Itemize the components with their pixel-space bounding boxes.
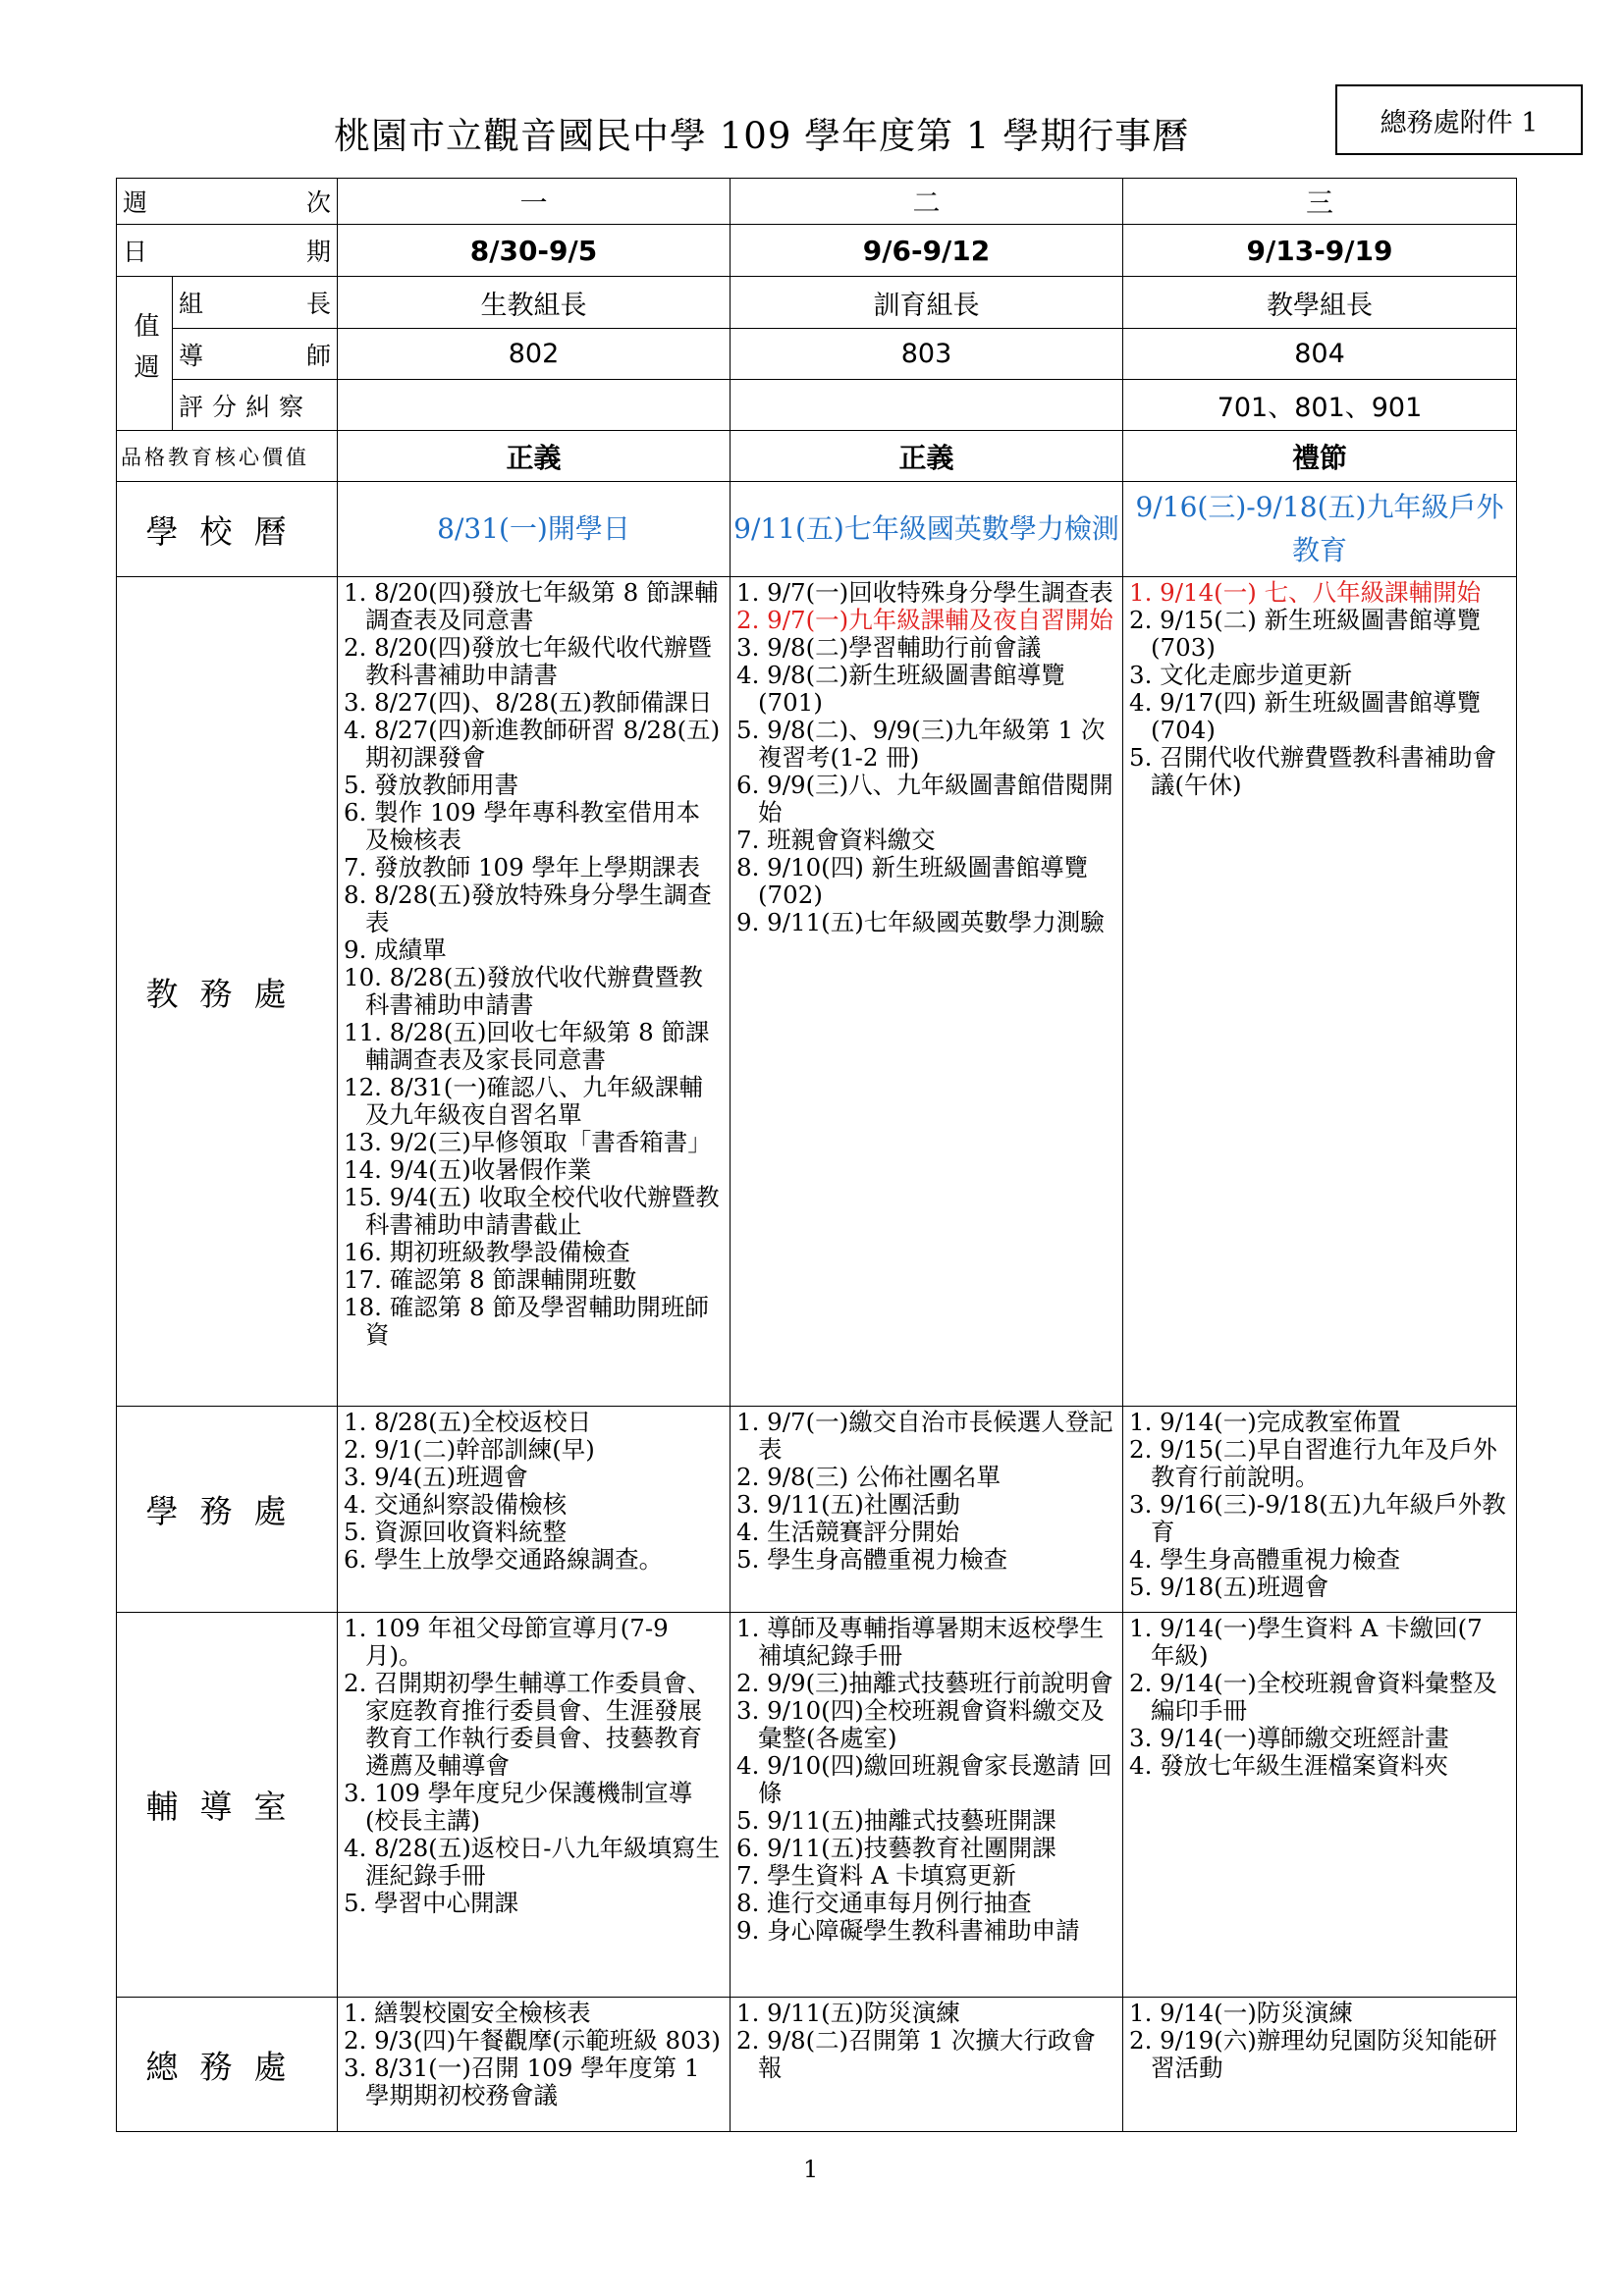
list-item: 1. 9/14(一) 七、八年級課輔開始: [1129, 578, 1482, 607]
list-item: 1. 9/7(一)繳交自治市長候選人登記表: [736, 1408, 1113, 1464]
inspect-label: 評分糾察: [173, 380, 338, 431]
list-item: 16. 期初班級教學設備檢查: [344, 1238, 630, 1266]
attachment-box: 總務處附件 1: [1335, 84, 1583, 155]
list-item: 2. 9/19(六)辦理幼兒園防災知能研習活動: [1129, 2026, 1497, 2082]
list-item: 10. 8/28(五)發放代收代辦費暨教科書補助申請書: [344, 963, 703, 1019]
dept-cell: [338, 1407, 731, 1613]
list-item: 2. 9/8(三) 公佈社團名單: [736, 1463, 1001, 1491]
leader-1: 生教組長: [338, 277, 731, 329]
dept-label-student: 學務處: [117, 1407, 338, 1613]
highlight-text: 七、八年級課輔開始: [1264, 578, 1482, 607]
inspect-2: [731, 380, 1123, 431]
list-item: 2. 9/3(四)午餐觀摩(示範班級 803): [344, 2026, 721, 2055]
list-item: 2. 9/8(二)召開第 1 次擴大行政會報: [736, 2026, 1096, 2082]
value-row: [117, 431, 1517, 482]
leader-row: [117, 277, 1517, 329]
teacher-label: 導 師: [173, 329, 338, 380]
list-item: 7. 班親會資料繳交: [736, 826, 936, 854]
list-item: 2. 9/9(三)抽離式技藝班行前說明會: [736, 1669, 1113, 1697]
list-item: 9. 身心障礙學生教科書補助申請: [736, 1916, 1080, 1945]
list-item: 2. 9/14(一)全校班親會資料彙整及編印手冊: [1129, 1669, 1497, 1725]
list-item: 4. 9/17(四) 新生班級圖書館導覽(704): [1129, 688, 1482, 744]
list-item: 1. 9/14(一)學生資料 A 卡繳回(7 年級): [1129, 1614, 1483, 1670]
list-item: 1. 9/11(五)防災演練: [736, 1999, 960, 2027]
list-item: 7. 發放教師 109 學年上學期課表: [344, 853, 701, 881]
teacher-row: [117, 329, 1517, 380]
list-item: 2. 8/20(四)發放七年級代收代辦暨教科書補助申請書: [344, 633, 712, 689]
list-item: 1. 8/28(五)全校返校日: [344, 1408, 592, 1436]
week-2: 二: [731, 179, 1123, 225]
dept-cell: [1123, 577, 1517, 1407]
list-item: 1. 導師及專輔指導暑期末返校學生補填紀錄手冊: [736, 1614, 1105, 1670]
leader-label: 組 長: [173, 277, 338, 329]
list-item: 3. 9/14(一)導師繳交班經計畫: [1129, 1724, 1449, 1752]
date-3: 9/13-9/19: [1123, 225, 1517, 277]
list-item: 1. 9/14(一)防災演練: [1129, 1999, 1353, 2027]
list-item: 3. 8/27(四)、8/28(五)教師備課日: [344, 688, 713, 717]
list-item: 1. 8/20(四)發放七年級第 8 節課輔調查表及同意書: [344, 578, 719, 634]
list-item: 5. 召開代收代辦費暨教科書補助會議(午休): [1129, 743, 1497, 799]
dept-row-general: [117, 1998, 1517, 2132]
list-item: 5. 9/11(五)抽離式技藝班開課: [736, 1806, 1056, 1835]
list-item: 2. 9/15(二)早自習進行九年及戶外教育行前說明。: [1129, 1435, 1497, 1491]
list-item: 3. 文化走廊步道更新: [1129, 661, 1353, 689]
list-item: 1. 9/7(一)回收特殊身分學生調查表: [736, 578, 1113, 607]
duty-label: [117, 277, 173, 431]
inspect-1: [338, 380, 731, 431]
dept-row-counseling: [117, 1613, 1517, 1998]
dept-cell: [731, 577, 1123, 1407]
list-item: 3. 109 學年度兒少保護機制宣導(校長主講): [344, 1779, 693, 1835]
list-item: 4. 生活競賽評分開始: [736, 1518, 960, 1546]
list-item: 4. 9/8(二)新生班級圖書館導覽(701): [736, 661, 1065, 717]
list-item: 9. 9/11(五)七年級國英數學力測驗: [736, 908, 1105, 936]
calendar-table: [116, 178, 1517, 2132]
calendar-label: 學校曆: [117, 482, 338, 577]
list-item: 6. 9/11(五)技藝教育社團開課: [736, 1834, 1056, 1862]
list-item: 4. 9/10(四)繳回班親會家長邀請 回條: [736, 1751, 1112, 1807]
value-2: 正義: [731, 431, 1123, 482]
date-1: 8/30-9/5: [338, 225, 731, 277]
dept-label-academic: 教務處: [117, 577, 338, 1407]
list-item: 11. 8/28(五)回收七年級第 8 節課輔調查表及家長同意書: [344, 1018, 710, 1074]
list-item: 2. 9/7(一)九年級課輔及夜自習開始: [736, 606, 1113, 634]
list-item: 4. 發放七年級生涯檔案資料夾: [1129, 1751, 1449, 1780]
dept-label-counseling: 輔導室: [117, 1613, 338, 1998]
list-item: 18. 確認第 8 節及學習輔助開班師資: [344, 1293, 709, 1349]
teacher-2: 803: [731, 329, 1123, 380]
page-number: 1: [803, 2156, 819, 2183]
week-1: 一: [338, 179, 731, 225]
list-item: 4. 交通糾察設備檢核: [344, 1490, 568, 1519]
list-item: 7. 學生資料 A 卡填寫更新: [736, 1861, 1016, 1890]
list-item: 5. 資源回收資料統整: [344, 1518, 568, 1546]
list-item: 5. 發放教師用書: [344, 771, 519, 799]
list-item: 2. 9/15(二) 新生班級圖書館導覽(703): [1129, 606, 1482, 662]
dept-cell: [338, 1998, 731, 2132]
list-item: 2. 召開期初學生輔導工作委員會、家庭教育推行委員會、生涯發展教育工作執行委員會、技藝教育遴薦及輔導會: [344, 1669, 712, 1780]
list-item: 8. 進行交通車每月例行抽查: [736, 1889, 1032, 1917]
dept-cell: [731, 1613, 1123, 1998]
list-item: 5. 學習中心開課: [344, 1889, 519, 1917]
list-item: 3. 9/11(五)社團活動: [736, 1490, 960, 1519]
week-3: 三: [1123, 179, 1517, 225]
list-item: 4. 學生身高體重視力檢查: [1129, 1545, 1401, 1574]
leader-3: 教學組長: [1123, 277, 1517, 329]
list-item: 3. 9/8(二)學習輔助行前會議: [736, 633, 1042, 662]
list-item: 5. 9/18(五)班週會: [1129, 1573, 1329, 1601]
list-item: 1. 繕製校園安全檢核表: [344, 1999, 591, 2027]
list-item: 17. 確認第 8 節課輔開班數: [344, 1265, 637, 1294]
dept-label-general: 總務處: [117, 1998, 338, 2132]
inspect-3: 701、801、901: [1123, 380, 1517, 431]
list-item: 6. 製作 109 學年專科教室借用本及檢核表: [344, 798, 701, 854]
dept-row-student: [117, 1407, 1517, 1613]
dept-cell: [1123, 1998, 1517, 2132]
list-item: 8. 9/10(四) 新生班級圖書館導覽(702): [736, 853, 1089, 909]
list-item: 14. 9/4(五)收暑假作業: [344, 1155, 592, 1184]
calendar-1: 8/31(一)開學日: [338, 482, 731, 577]
inspect-row: [117, 380, 1517, 431]
duty-label-text: 值週: [130, 312, 159, 395]
week-label: 週 次: [117, 179, 338, 225]
dept-cell: [1123, 1407, 1517, 1613]
list-item: 3. 9/4(五)班週會: [344, 1463, 528, 1491]
dept-cell: [1123, 1613, 1517, 1998]
value-1: 正義: [338, 431, 731, 482]
dept-row-academic: [117, 577, 1517, 1407]
list-item: 2. 9/1(二)幹部訓練(早): [344, 1435, 595, 1464]
list-item: 5. 9/8(二)、9/9(三)九年級第 1 次複習考(1-2 冊): [736, 716, 1106, 772]
calendar-3: 9/16(三)-9/18(五)九年級戶外教育: [1123, 482, 1517, 577]
dept-cell: [731, 1998, 1123, 2132]
calendar-2: 9/11(五)七年級國英數學力檢測: [731, 482, 1123, 577]
dept-cell: [338, 577, 731, 1407]
list-item: 13. 9/2(三)早修領取「書香箱書」: [344, 1128, 712, 1156]
list-item: 3. 9/16(三)-9/18(五)九年級戶外教育: [1129, 1490, 1506, 1546]
list-item: 6. 學生上放學交通路線調查。: [344, 1545, 664, 1574]
list-item: 12. 8/31(一)確認八、九年級課輔及九年級夜自習名單: [344, 1073, 703, 1129]
list-item: 4. 8/27(四)新進教師研習 8/28(五)期初課發會: [344, 716, 721, 772]
list-item: 3. 8/31(一)召開 109 學年度第 1 學期期初校務會議: [344, 2054, 700, 2109]
core-value-label: 品格教育核心價值: [117, 431, 338, 482]
week-row: [117, 179, 1517, 225]
list-item: 4. 8/28(五)返校日-八九年級填寫生涯紀錄手冊: [344, 1834, 721, 1890]
dept-cell: [338, 1613, 731, 1998]
date-row: [117, 225, 1517, 277]
teacher-3: 804: [1123, 329, 1517, 380]
dept-cell: [731, 1407, 1123, 1613]
list-item: 1. 109 年祖父母節宣導月(7-9 月)。: [344, 1614, 669, 1670]
list-item: 9. 成績單: [344, 935, 447, 964]
list-item: 15. 9/4(五) 收取全校代收代辦暨教科書補助申請書截止: [344, 1183, 720, 1239]
leader-2: 訓育組長: [731, 277, 1123, 329]
date-2: 9/6-9/12: [731, 225, 1123, 277]
list-item: 6. 9/9(三)八、九年級圖書館借閱開始: [736, 771, 1113, 827]
list-item: 3. 9/10(四)全校班親會資料繳交及彙整(各處室): [736, 1696, 1105, 1752]
calendar-row: [117, 482, 1517, 577]
list-item: 5. 學生身高體重視力檢查: [736, 1545, 1008, 1574]
list-item: 1. 9/14(一)完成教室佈置: [1129, 1408, 1401, 1436]
page-title: 桃園市立觀音國民中學 109 學年度第 1 學期行事曆: [334, 115, 1190, 157]
teacher-1: 802: [338, 329, 731, 380]
list-item: 8. 8/28(五)發放特殊身分學生調查表: [344, 881, 712, 936]
date-label: 日 期: [117, 225, 338, 277]
value-3: 禮節: [1123, 431, 1517, 482]
